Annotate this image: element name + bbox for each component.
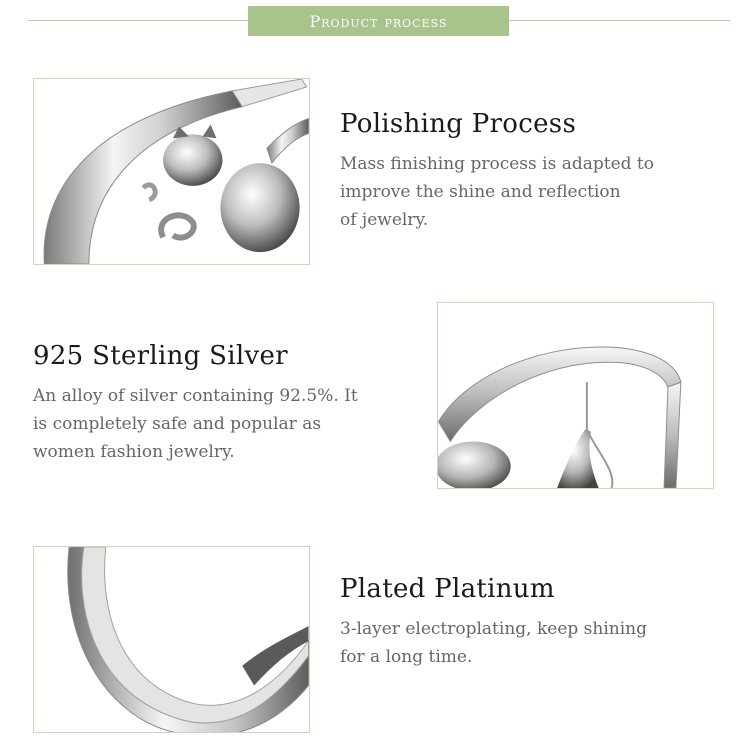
polishing-ring-photo [33, 78, 310, 265]
section-description [33, 382, 403, 466]
header-divider-left [28, 20, 248, 21]
header-divider-right [509, 20, 730, 21]
plated-platinum-section [340, 573, 700, 671]
section-description [340, 615, 700, 671]
description-line: 3-layer electroplating, keep shining [340, 619, 647, 639]
polishing-process-section [340, 108, 700, 234]
section-header-banner [248, 6, 509, 36]
description-line: improve the shine and reflection [340, 182, 621, 202]
plated-platinum-ring-photo [33, 546, 310, 733]
description-line: of jewelry. [340, 210, 429, 230]
description-line: Mass finishing process is adapted to [340, 154, 654, 174]
description-line: for a long time. [340, 647, 473, 667]
description-line: is completely safe and popular as [33, 414, 322, 434]
section-title: Polishing Process [340, 109, 577, 139]
description-line: women fashion jewelry. [33, 442, 235, 462]
section-description [340, 150, 700, 234]
sterling-silver-ring-photo [437, 302, 714, 489]
section-title: Plated Platinum [340, 574, 555, 604]
section-title: 925 Sterling Silver [33, 341, 288, 371]
sterling-silver-section [33, 340, 403, 466]
section-header-title: Product process [309, 11, 448, 31]
description-line: An alloy of silver containing 92.5%. It [33, 386, 358, 406]
